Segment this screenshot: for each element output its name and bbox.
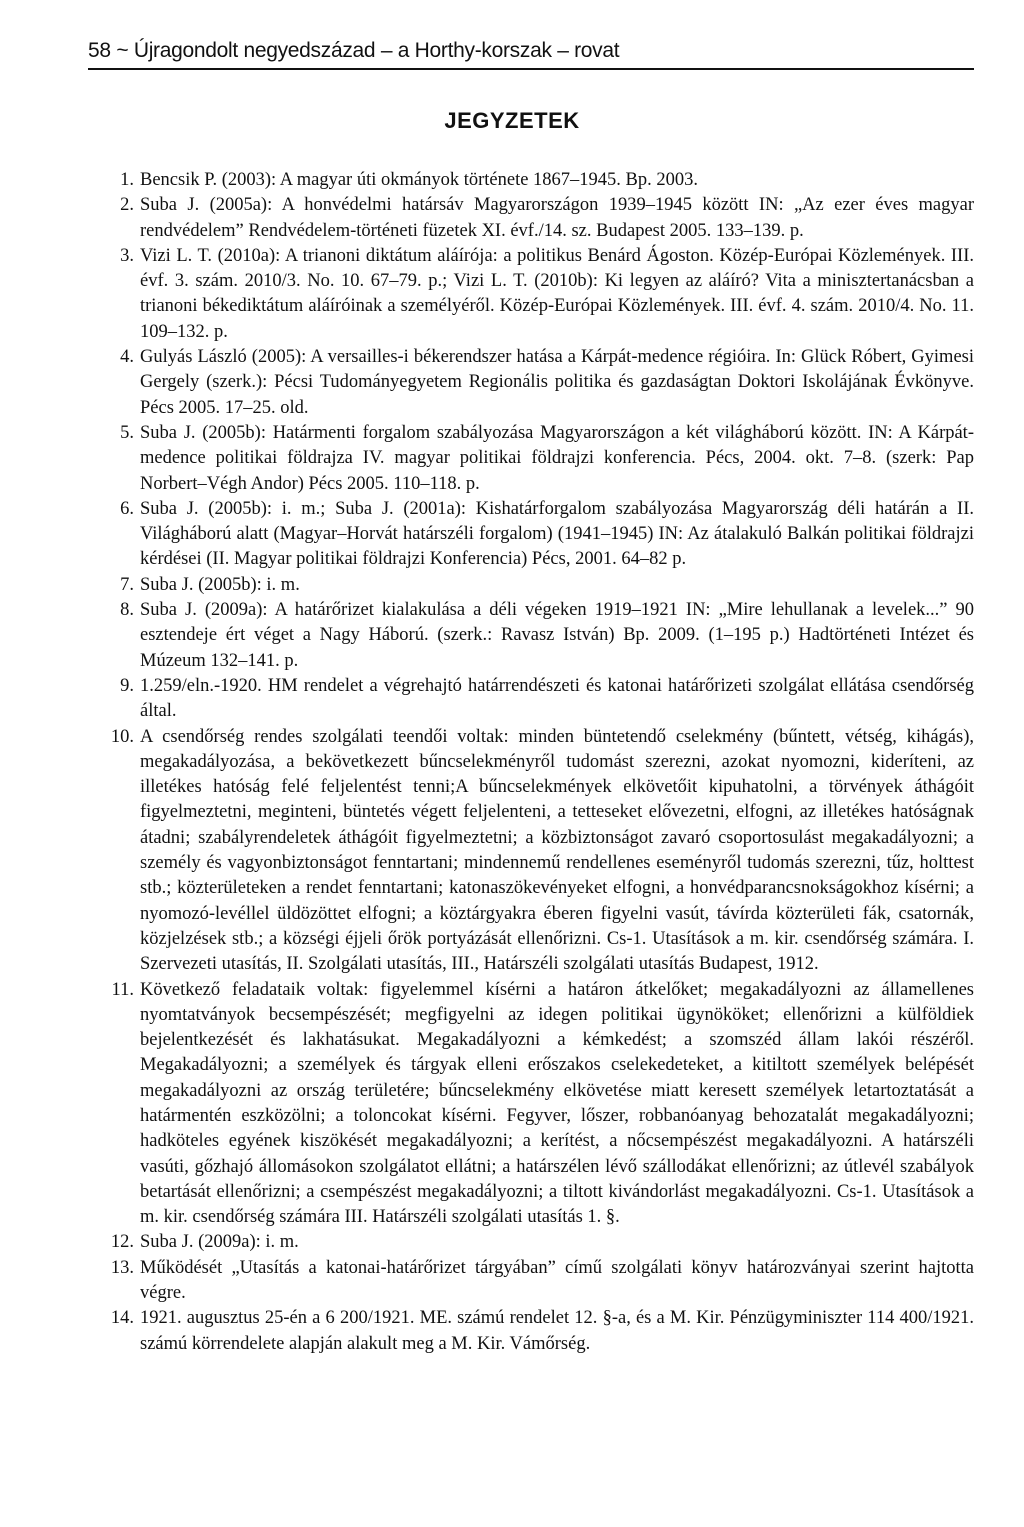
- page-number: 58: [88, 39, 111, 62]
- note-3: [88, 244, 974, 345]
- note-4: [88, 345, 974, 421]
- running-header: [88, 34, 974, 68]
- note-text: Suba J. (2009a): i. m.: [140, 1232, 299, 1253]
- note-8: [88, 598, 974, 674]
- note-9: [88, 674, 974, 725]
- note-number: 6 .: [88, 497, 134, 522]
- note-text: Suba J. (2005b): i. m.: [140, 574, 300, 595]
- note-6: [88, 497, 974, 573]
- note-number: 2 .: [88, 193, 134, 218]
- note-text: Gulyás László (2005): A versailles-i békerendszer hatása a Kárpát-medence régióira. In: Glück Róbert, Gyimesi Gergely (szerk.): Pécsi Tudományegyetem Regionális politika és gazdaságtan Doktori Iskolájának Évkönyve. Pécs 2005. 17–25. old.: [140, 347, 974, 418]
- note-number: 12 .: [88, 1230, 134, 1255]
- note-text: A csendőrség rendes szolgálati teendői voltak: minden büntetendő cselekmény (bűntett, vétség, kihágás), megakadályozása, a bekövetkezett bűncselekményről tudomást szerezni, azokat nyomozni, kideríteni, az illetékes hatóság felé feljelentést tenni;A bűncselekmények elkövetőit kipuhatolni, a törvények áthágóit figyelmeztetni, meginteni, büntetés végett feljelenteni, a tetteseket elővezetni, elfogni, az illetékes hatóságnak átadni; szabályrendeletek áthágóit figyelmeztetni; a közbiztonságot zavaró csoportosulást megakadályozni; a személy és vagyonbiztonságot fenntartani; mindennemű rendellenes eseményről tudomás szerezni, tűz, holttest stb.; közterületeken a rendet fenntartani; katonaszökevényeket elfogni, a honvédparancsnokságokhoz kísérni; a nyomozó-levéllel üldözöttet elfogni; a köztárgyakra éberen figyelni vasút, távírda közterületi fák, csatornák, közjelzések stb.; a községi éjjeli őrök portyázását ellenőrizni. Cs-1. Utasítások a m. kir. csendőrség számára. I. Szervezeti utasítás, II. Szolgálati utasítás, III., Határszéli szolgálati utasítás Budapest, 1912.: [140, 726, 974, 975]
- note-11: [88, 978, 974, 1231]
- note-text: Működését „Utasítás a katonai-határőrizet tárgyában” című szolgálati könyv határozványai szerint hajtotta végre.: [140, 1257, 974, 1304]
- note-number: 13 .: [88, 1256, 134, 1281]
- note-7: [88, 573, 974, 598]
- note-text: Suba J. (2005b): i. m.; Suba J. (2001a): Kishatárforgalom szabályozása Magyarország déli határán a II. Világháború alatt (Magyar–Horvát határszéli forgalom) (1941–1945) IN: Az átalakuló Balkán politikai földrajzi kérdései (II. Magyar politikai földrajzi Konferencia) Pécs, 2001. 64–82 p.: [140, 498, 974, 570]
- note-number: 4 .: [88, 345, 134, 370]
- note-number: 1 .: [88, 168, 134, 193]
- notes-list: [88, 168, 974, 1357]
- header-separator: ~: [116, 39, 129, 62]
- note-14: [88, 1306, 974, 1357]
- note-text: 1.259/eln.-1920. HM rendelet a végrehajtó határrendészeti és katonai határőrizeti szolgálat ellátása csendőrség által.: [140, 675, 974, 722]
- note-2: [88, 193, 974, 244]
- note-13: [88, 1256, 974, 1307]
- note-number: 3 .: [88, 244, 134, 269]
- note-number: 10 .: [88, 725, 134, 750]
- note-text: 1921. augusztus 25-én a 6 200/1921. ME. számú rendelet 12. §-a, és a M. Kir. Pénzügyminiszter 114 400/1921. számú körrendelete alapján alakult meg a M. Kir. Vámőrség.: [140, 1308, 974, 1354]
- note-text: Suba J. (2005b): Határmenti forgalom szabályozása Magyarországon a két világháború között. IN: A Kárpát-medence politikai földrajza IV. magyar politikai földrajzi konferencia. Pécs, 2004. okt. 7–8. (szerk: Pap Norbert–Végh Andor) Pécs 2005. 110–118. p.: [140, 422, 974, 494]
- note-text: Suba J. (2005a): A honvédelmi határsáv Magyarországon 1939–1945 között IN: „Az ezer éves magyar rendvédelem” Rendvédelem-történeti füzetek XI. évf./14. sz. Budapest 2005. 133–139. p.: [140, 195, 974, 241]
- note-number: 7 .: [88, 573, 134, 598]
- note-text: Vizi L. T. (2010a): A trianoni diktátum aláírója: a politikus Benárd Ágoston. Közép-Európai Közlemények. III. évf. 3. szám. 2010/3. No. 10. 67–79. p.; Vizi L. T. (2010b): Ki legyen az aláíró? Vita a minisztertanácsban a trianoni békediktátum aláíróinak a személyéről. Közép-Európai Közlemények. III. évf. 4. szám. 2010/4. No. 11. 109–132. p.: [140, 245, 974, 342]
- running-title: Újragondolt negyedszázad – a Horthy-korszak – rovat: [133, 39, 620, 62]
- note-12: [88, 1230, 974, 1255]
- note-text: Suba J. (2009a): A határőrizet kialakulása a déli végeken 1919–1921 IN: „Mire lehullanak a levelek...” 90 esztendeje ért véget a Nagy Háború. (szerk.: Ravasz István) Bp. 2009. (1–195 p.) Hadtörténeti Intézet és Múzeum 132–141. p.: [140, 600, 974, 671]
- section-title: JEGYZETEK: [444, 108, 580, 133]
- header-rule: [88, 68, 974, 70]
- note-text: Bencsik P. (2003): A magyar úti okmányok története 1867–1945. Bp. 2003.: [140, 170, 699, 190]
- note-number: 8 .: [88, 598, 134, 623]
- note-number: 5 .: [88, 421, 134, 446]
- note-5: [88, 421, 974, 497]
- note-10: [88, 725, 974, 978]
- note-number: 14 .: [88, 1306, 134, 1331]
- note-number: 11 .: [88, 978, 134, 1003]
- note-number: 9 .: [88, 674, 134, 699]
- note-text: Következő feladataik voltak: figyelemmel kísérni a határon átkelőket; megakadályozni az államellenes nyomtatványok becsempészését; megfigyelni az idegen politikai ügynököket; ellenőrizni a külföldiek bejelentkezését és lakhatásukat. Megakadályozni a kémkedést; a szomszéd állam lakói részéről. Megakadályozni; a személyek és tárgyak elleni erőszakos cselekedeteket, a kitiltott személyek belépését megakadályozni az ország területére; bűncselekmény elkövetése miatt keresett személyek letartoztatását a határmentén eszközölni; a toloncokat kísérni. Fegyver, lőszer, robbanóanyag behozatalát megakadályozni; hadköteles egyének kiszökését megakadályozni; a kerítést, a nőcsempészést megakadályozni. A határszéli vasúti, gőzhajó állomásokon szolgálatot ellátni; a határszélen lévő szállodákat ellenőrizni; az útlevél szabályok betartását ellenőrizni; a csempészést megakadályozni; a tiltott kivándorlást megakadályozni. Cs-1. Utasítások a m. kir. csendőrség számára III. Határszéli szolgálati utasítás 1. §.: [140, 979, 974, 1228]
- note-1: [88, 168, 974, 193]
